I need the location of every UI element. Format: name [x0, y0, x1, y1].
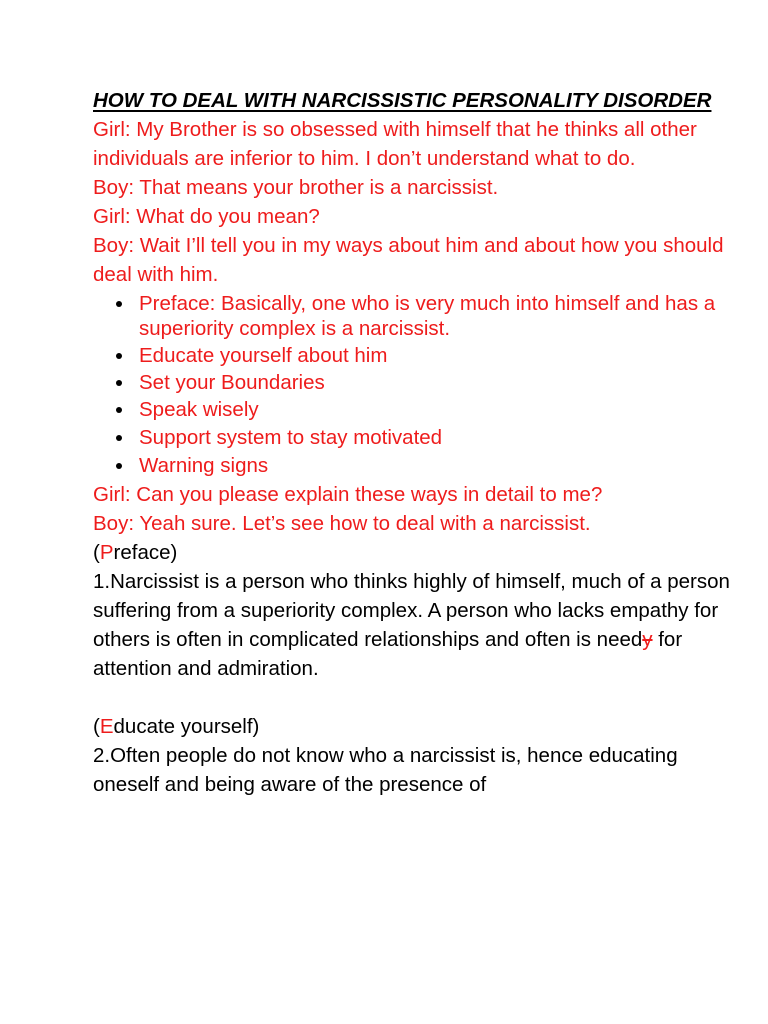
bullet-support: Support system to stay motivated [139, 425, 733, 450]
bullet-warning: Warning signs [139, 453, 733, 478]
paragraph-educate: 2.Often people do not know who a narcissist is, hence educating oneself and being aware of the presence of [93, 744, 678, 796]
document-title: HOW TO DEAL WITH NARCISSISTIC PERSONALITY DISORDER [93, 89, 712, 112]
dialog-line-girl-1: Girl: My Brother is so obsessed with himself that he thinks all other individuals are inferior to him. I don’t understand what to do. [93, 118, 697, 170]
dialog-line-boy-2: Boy: Wait I’ll tell you in my ways about him and about how you should deal with him. [93, 234, 724, 286]
paren-open: ( [93, 541, 100, 564]
bullet-educate: Educate yourself about him [139, 343, 733, 368]
paren-open: ( [93, 715, 100, 738]
document-page [93, 86, 733, 799]
section-heading-preface [93, 538, 733, 567]
dialog-line-boy-1: Boy: That means your brother is a narcissist. [93, 176, 499, 199]
section-heading-educate [93, 712, 733, 741]
bullet-boundaries: Set your Boundaries [139, 370, 733, 395]
dialog-line-boy-3: Boy: Yeah sure. Let’s see how to deal with a narcissist. [93, 512, 591, 535]
blank-line [93, 683, 733, 712]
paragraph-preface [93, 567, 733, 683]
heading-rest: reface) [113, 541, 178, 564]
dialog-line-girl-2: Girl: What do you mean? [93, 205, 320, 228]
heading-rest: ducate yourself) [113, 715, 260, 738]
ways-bullet-list [93, 291, 733, 478]
paragraph-text: 1.Narcissist is a person who thinks highly of himself, much of a person suffering from a superiority complex. A person who lacks empathy for others is often in complicated relationships and often is need [93, 570, 730, 651]
paragraph-text-end: for attention and admiration. [93, 628, 683, 680]
bullet-preface: Preface: Basically, one who is very much into himself and has a superiority complex is a narcissist. [139, 291, 733, 341]
bullet-speak: Speak wisely [139, 397, 733, 422]
dialog-line-girl-3: Girl: Can you please explain these ways in detail to me? [93, 483, 603, 506]
heading-initial: E [99, 715, 114, 738]
struck-letter: y [642, 628, 653, 651]
heading-initial: P [99, 541, 114, 564]
